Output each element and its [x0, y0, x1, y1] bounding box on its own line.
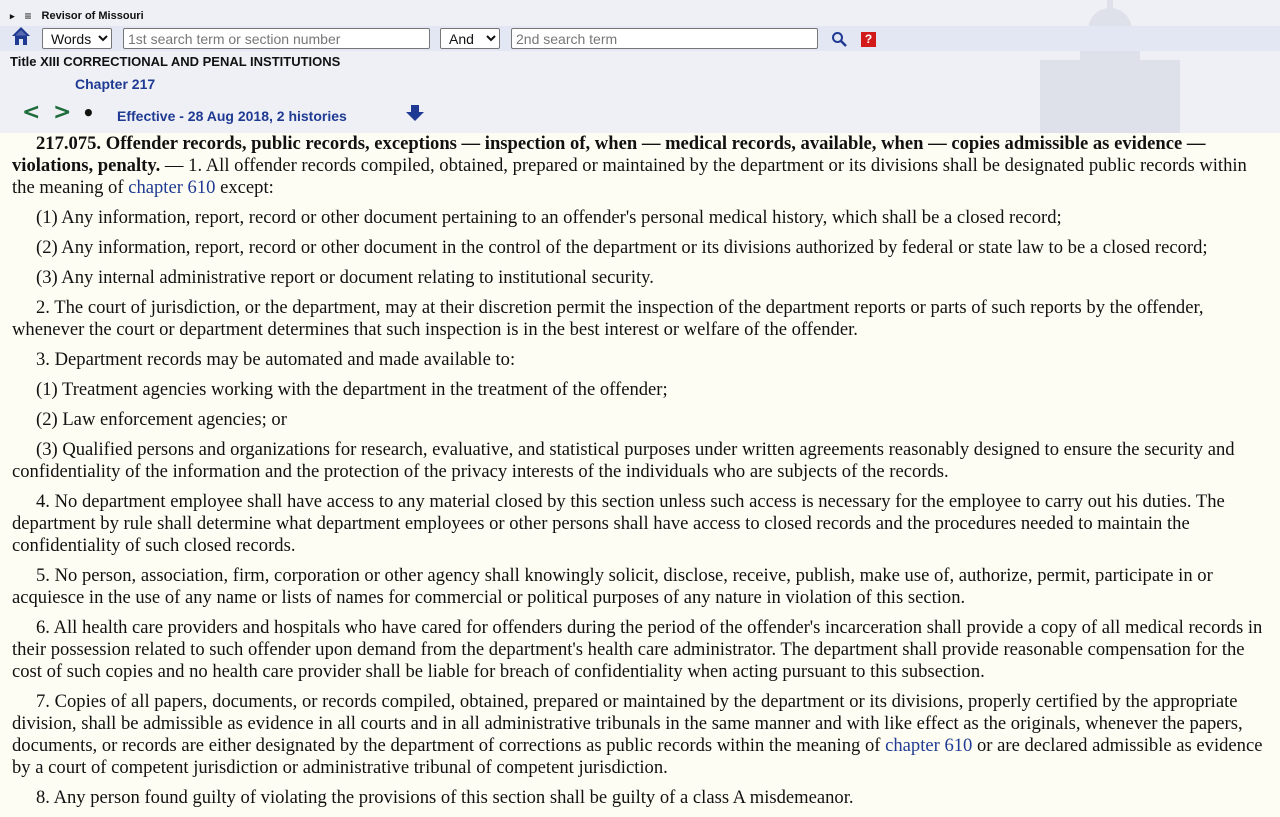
- site-topline: [10, 8, 144, 24]
- site-name[interactable]: Revisor of Missouri: [41, 10, 144, 22]
- previous-section-button[interactable]: <: [22, 100, 41, 125]
- chapter-610-link[interactable]: chapter 610: [128, 177, 216, 198]
- chapter-610-link[interactable]: chapter 610: [885, 735, 973, 756]
- hamburger-menu-icon[interactable]: ≡: [24, 9, 32, 23]
- section-text: except:: [215, 177, 274, 198]
- section-text: — 1. All offender records compiled, obtained, prepared or maintained by the department or its divisions shall be designated public records within the meaning of: [12, 155, 1247, 198]
- section-paragraph: (1) Any information, report, record or other document pertaining to an offender's personal medical history, which shall be a closed record;: [36, 207, 1062, 228]
- section-paragraph: [12, 691, 1270, 779]
- section-paragraph: (3) Any internal administrative report or document relating to institutional security.: [36, 267, 654, 288]
- search-operator-select[interactable]: [440, 28, 500, 49]
- state-capitol-watermark: [980, 0, 1240, 133]
- next-section-button[interactable]: >: [53, 100, 72, 125]
- first-search-term-input[interactable]: [123, 28, 430, 49]
- section-paragraph: 5. No person, association, firm, corporation or other agency shall knowingly solicit, disclose, receive, publish, make use of, authorize, permit, participate in or acquiesce in the use of any name or lists of names for commercial or political purposes of any nature in violation of this section.: [12, 565, 1213, 608]
- section-body: [12, 133, 1270, 817]
- section-paragraph: (2) Law enforcement agencies; or: [36, 409, 287, 430]
- section-paragraph: (2) Any information, report, record or other document in the control of the department or its divisions authorized by federal or state law to be a closed record;: [36, 237, 1208, 258]
- second-search-term-input[interactable]: [511, 28, 818, 49]
- section-paragraph: [12, 133, 1270, 199]
- down-arrow-icon[interactable]: [405, 104, 425, 122]
- search-icon[interactable]: [831, 31, 847, 47]
- expand-toggle-icon[interactable]: ▸: [10, 10, 15, 21]
- section-paragraph: 8. Any person found guilty of violating the provisions of this section shall be guilty of a class A misdemeanor.: [36, 787, 854, 808]
- page-header: [0, 0, 1280, 133]
- section-text: 7. Copies of all papers, documents, or records compiled, obtained, prepared or maintained by the department or its divisions, properly certified by the appropriate division, shall be admissible as evidence in all courts and in all administrative tribunals in the same manner and with like effect as the originals, whenever the papers, documents, or records are either designated by the department of corrections as public records within the meaning of: [12, 691, 1243, 756]
- search-bar: [0, 26, 1280, 51]
- effective-date-link[interactable]: Effective - 28 Aug 2018, 2 histories: [117, 108, 347, 124]
- section-dot-button[interactable]: •: [82, 101, 95, 125]
- search-mode-select[interactable]: [42, 28, 112, 49]
- section-text: or are declared admissible as evidence by a court of competent jurisdiction or administrative tribunal of competent jurisdiction.: [12, 735, 1263, 778]
- breadcrumb-chapter[interactable]: Chapter 217: [75, 76, 156, 92]
- section-paragraph: 2. The court of jurisdiction, or the department, may at their discretion permit the inspection of the department reports or parts of such reports by the offender, whenever the court or department determines that such inspection is in the best interest or welfare of the offender.: [12, 297, 1204, 340]
- section-paragraph: 3. Department records may be automated and made available to:: [36, 349, 516, 370]
- section-heading: 217.075. Offender records, public records, exceptions — inspection of, when — medical records, available, when — copies admissible as evidence — violations, penalty.: [12, 133, 1206, 176]
- home-icon[interactable]: [11, 26, 31, 46]
- section-paragraph: (3) Qualified persons and organizations for research, evaluative, and statistical purposes under written agreements reasonably designed to ensure the security and confidentiality of the information and the protection of the privacy interests of the individuals who are subjects of the records.: [12, 439, 1235, 482]
- section-paragraph: 6. All health care providers and hospitals who have cared for offenders during the period of the offender's incarceration shall provide a copy of all medical records in their possession related to such offender upon demand from the department's health care administrator. The department shall provide reasonable compensation for the cost of such copies and no health care provider shall be liable for breach of confidentiality when acting pursuant to this subsection.: [12, 617, 1263, 682]
- section-paragraph: 4. No department employee shall have access to any material closed by this section unless such access is necessary for the employee to carry out his duties. The department by rule shall determine what department employees or other persons shall have access to closed records and the procedures needed to maintain the confidentiality of such closed records.: [12, 491, 1225, 556]
- section-paragraph: (1) Treatment agencies working with the department in the treatment of the offender;: [36, 379, 668, 400]
- breadcrumb-title[interactable]: Title XIII CORRECTIONAL AND PENAL INSTITUTIONS: [10, 54, 341, 69]
- help-icon[interactable]: ?: [861, 32, 876, 47]
